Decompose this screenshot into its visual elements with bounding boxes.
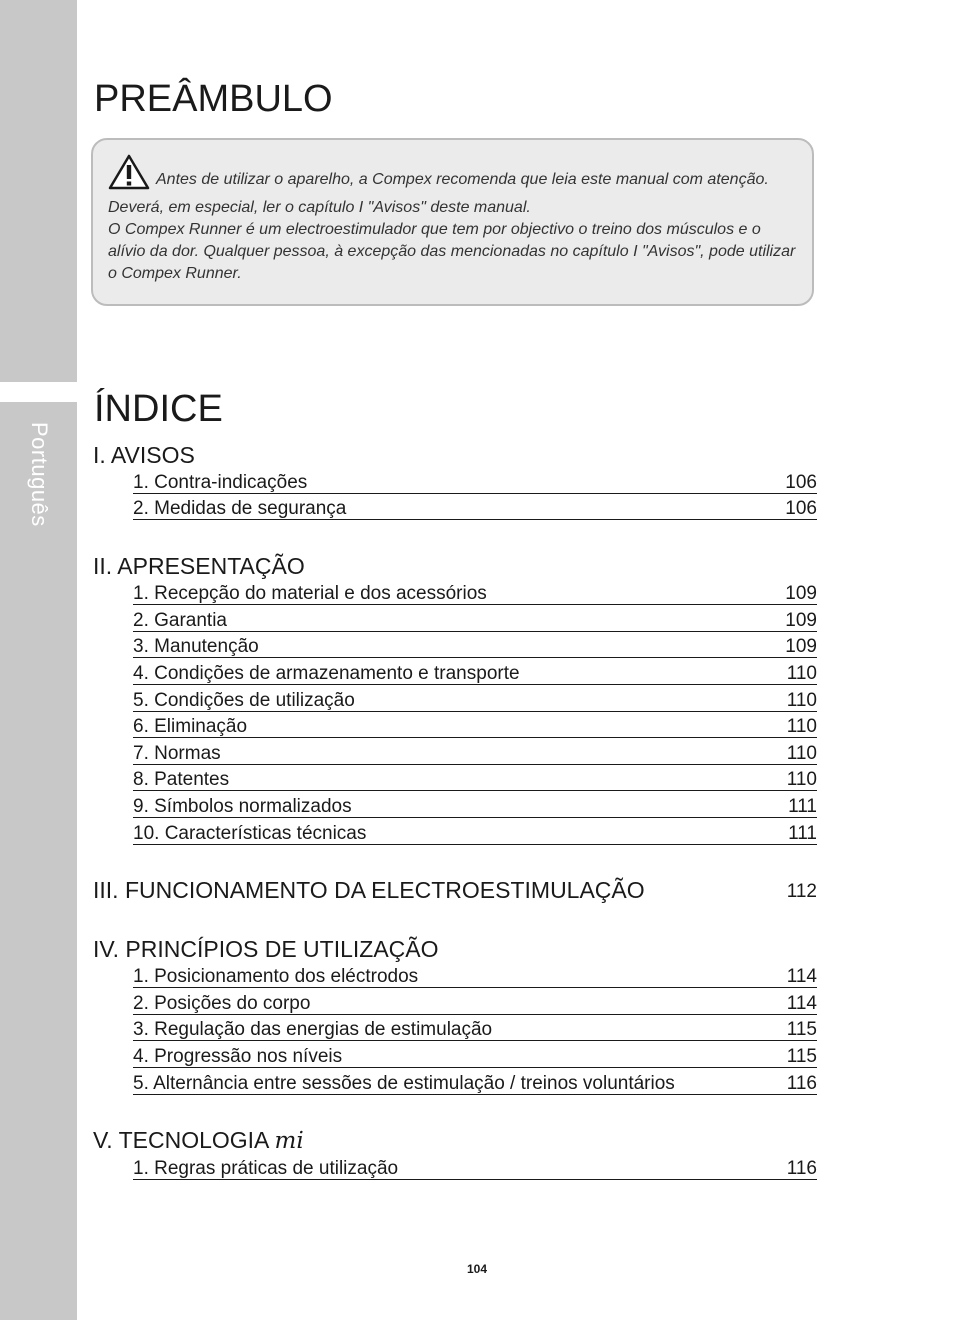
toc-entry[interactable]: [133, 769, 817, 791]
toc-entry-page: 110: [786, 769, 817, 790]
toc-entry[interactable]: [133, 1158, 817, 1180]
toc-entry-label: 5. Condições de utilização: [133, 690, 355, 711]
toc-entry[interactable]: [133, 716, 817, 738]
toc-entry[interactable]: [133, 663, 817, 685]
section-title-principios: IV. PRINCÍPIOS DE UTILIZAÇÃO: [93, 936, 439, 962]
toc-entry-label: 5. Alternância entre sessões de estimulação / treinos voluntários: [133, 1073, 675, 1094]
language-tab-label: Português: [27, 422, 52, 527]
toc-entry-page: 111: [788, 796, 817, 817]
toc-entry[interactable]: [133, 636, 817, 658]
toc-entry[interactable]: [133, 1019, 817, 1041]
toc-entry-label: 1. Recepção do material e dos acessórios: [133, 583, 487, 604]
toc-entry[interactable]: [133, 743, 817, 765]
preambulo-title: PREÂMBULO: [94, 78, 333, 120]
toc-entry-label: 1. Regras práticas de utilização: [133, 1158, 399, 1179]
toc-entry-label: 3. Regulação das energias de estimulação: [133, 1019, 493, 1040]
toc-entry[interactable]: [133, 1046, 817, 1068]
toc-entry-label: 2. Posições do corpo: [133, 993, 311, 1014]
toc-entry-page: 114: [786, 966, 817, 987]
toc-entry[interactable]: [133, 690, 817, 712]
toc-entry-label: 1. Contra-indicações: [133, 472, 308, 493]
toc-entry-label: 4. Progressão nos níveis: [133, 1046, 343, 1067]
toc-entry[interactable]: [133, 796, 817, 818]
toc-entry-label: 6. Eliminação: [133, 716, 248, 737]
toc-entry[interactable]: [133, 966, 817, 988]
toc-entry[interactable]: [133, 583, 817, 605]
toc-entry[interactable]: [133, 823, 817, 845]
toc-entry-page: 114: [786, 993, 817, 1014]
footer-page-number: 104: [466, 1262, 488, 1276]
toc-entry-page: 116: [786, 1073, 817, 1094]
toc-entry-label: 1. Posicionamento dos eléctrodos: [133, 966, 419, 987]
side-strip-bottom: [0, 402, 77, 1320]
toc-entry-label: 9. Símbolos normalizados: [133, 796, 352, 817]
section-title-tecnologia-text: V. TECNOLOGIA: [93, 1127, 269, 1153]
toc-entry[interactable]: [133, 610, 817, 632]
toc-entry[interactable]: [133, 472, 817, 494]
toc-entry-page: 110: [786, 690, 817, 711]
section-page-funcionamento: 112: [786, 881, 817, 902]
section-title-avisos: I. AVISOS: [93, 442, 195, 468]
section-title-funcionamento[interactable]: III. FUNCIONAMENTO DA ELECTROESTIMULAÇÃO: [93, 877, 645, 903]
toc-entry-page: 110: [786, 743, 817, 764]
toc-entry-label: 3. Manutenção: [133, 636, 259, 657]
toc-entry-page: 110: [786, 663, 817, 684]
side-strip-top: [0, 0, 77, 382]
toc-entry-page: 115: [786, 1019, 817, 1040]
toc-entry[interactable]: [133, 498, 817, 520]
indice-title: ÍNDICE: [94, 388, 223, 430]
toc-entry-label: 10. Características técnicas: [133, 823, 367, 844]
toc-entry-label: 8. Patentes: [133, 769, 230, 790]
warning-icon: [108, 154, 150, 197]
toc-entry-label: 4. Condições de armazenamento e transporte: [133, 663, 520, 684]
section-title-tecnologia: [93, 1127, 304, 1154]
toc-entry-page: 110: [786, 716, 817, 737]
toc-entry-page: 106: [785, 472, 817, 493]
toc-entry[interactable]: [133, 993, 817, 1015]
toc-entry-page: 116: [786, 1158, 817, 1179]
toc-entry-page: 109: [785, 583, 817, 604]
notice-text-2: O Compex Runner é um electroestimulador que tem por objectivo o treino dos músculos e o alívio da dor. Qualquer pessoa, à excepção das mencionadas no capítulo I "Avisos", pode utilizar o Compex Runner.: [108, 221, 796, 282]
toc-entry-label: 7. Normas: [133, 743, 221, 764]
section-title-apresentacao: II. APRESENTAÇÃO: [93, 553, 305, 579]
notice-text-1: Antes de utilizar o aparelho, a Compex recomenda que leia este manual com atenção. Deverá, em especial, ler o capítulo I "Avisos" deste manual.: [108, 171, 769, 216]
toc-entry-label: 2. Garantia: [133, 610, 227, 631]
toc-entry[interactable]: [133, 1073, 817, 1095]
toc-entry-label: 2. Medidas de segurança: [133, 498, 347, 519]
toc-entry-page: 111: [788, 823, 817, 844]
mi-logo: mi: [274, 1128, 304, 1154]
toc-entry-page: 109: [785, 610, 817, 631]
notice-box: [91, 138, 814, 306]
toc-entry-page: 115: [786, 1046, 817, 1067]
toc-entry-page: 109: [785, 636, 817, 657]
toc-entry-page: 106: [785, 498, 817, 519]
